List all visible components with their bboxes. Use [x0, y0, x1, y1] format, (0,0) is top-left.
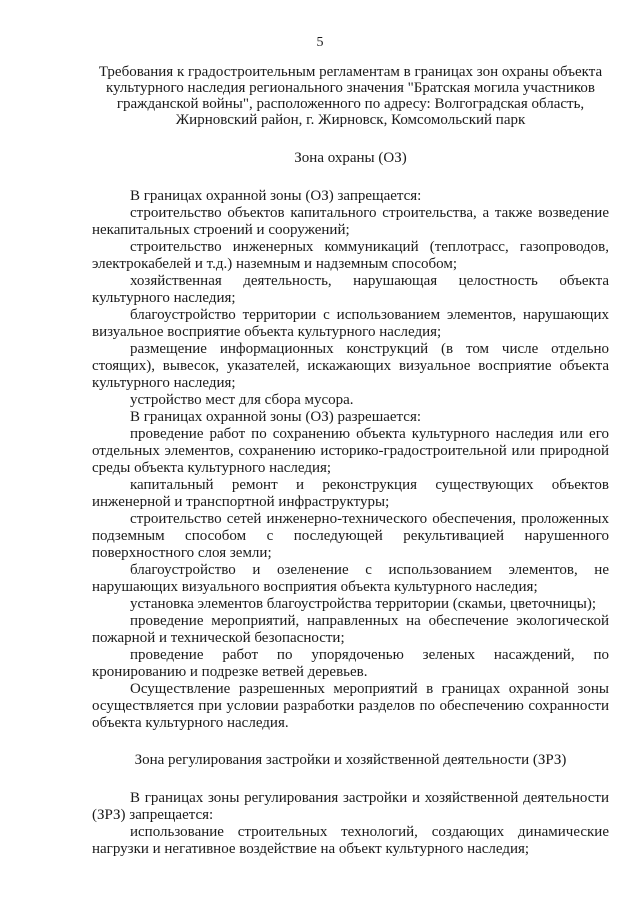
- zrz-prohibited-intro: В границах зоны регулирования застройки и хозяйственной деятельности (ЗРЗ) запрещается:: [92, 790, 609, 823]
- page-number: 5: [316, 35, 324, 50]
- oz-permitted-intro: В границах охранной зоны (ОЗ) разрешается:: [130, 409, 422, 425]
- list-item: благоустройство территории с использованием элементов, нарушающих визуальное восприятие объекта культурного наследия;: [92, 307, 609, 340]
- list-item: капитальный ремонт и реконструкция существующих объектов инженерной и транспортной инфраструктуры;: [92, 477, 609, 510]
- oz-prohibited-intro: В границах охранной зоны (ОЗ) запрещается:: [130, 188, 422, 204]
- list-item: использование строительных технологий, создающих динамические нагрузки и негативное воздействие на объект культурного наследия;: [92, 824, 609, 857]
- oz-permitted-list: [92, 426, 609, 681]
- list-item: проведение работ по упорядоченью зеленых насаждений, по кронированию и подрезке ветвей деревьев.: [92, 647, 609, 680]
- list-item: благоустройство и озеленение с использованием элементов, не нарушающих визуального восприятия объекта культурного наследия;: [92, 562, 609, 595]
- oz-closing-paragraph: Осуществление разрешенных мероприятий в границах охранной зоны осуществляется при условии разработки разделов по обеспечению сохранности объекта культурного наследия.: [92, 681, 609, 731]
- list-item: проведение работ по сохранению объекта культурного наследия или его отдельных элементов, сохранению историко-градостроительной или природной среды объекта культурного наследия;: [92, 426, 609, 476]
- list-item: установка элементов благоустройства территории (скамьи, цветочницы);: [130, 596, 596, 612]
- document-title: Требования к градостроительным регламентам в границах зон охраны объекта культурного наследия регионального значения "Братская могила участников гражданской войны", расположенного по адресу: Волгоградская область, Жирновский район, г. Жирновск, Комсомольский парк: [98, 64, 603, 128]
- list-item: устройство мест для сбора мусора.: [130, 392, 354, 408]
- section-heading-oz: Зона охраны (ОЗ): [294, 150, 407, 166]
- oz-prohibited-list: [92, 205, 609, 409]
- list-item: проведение мероприятий, направленных на обеспечение экологической пожарной и технической безопасности;: [92, 613, 609, 646]
- section-oz: [92, 188, 609, 732]
- document-body: [92, 64, 609, 858]
- list-item: строительство объектов капитального строительства, а также возведение некапитальных строений и сооружений;: [92, 205, 609, 238]
- list-item: строительство сетей инженерно-технического обеспечения, проложенных подземным способом с последующей рекультивацией нарушенного поверхностного слоя земли;: [92, 511, 609, 561]
- list-item: строительство инженерных коммуникаций (теплотрасс, газопроводов, электрокабелей и т.д.) наземным и надземным способом;: [92, 239, 609, 272]
- list-item: хозяйственная деятельность, нарушающая целостность объекта культурного наследия;: [92, 273, 609, 306]
- section-zrz: [92, 790, 609, 858]
- zrz-prohibited-list: [92, 824, 609, 858]
- list-item: размещение информационных конструкций (в том числе отдельно стоящих), вывесок, указателей, искажающих визуальное восприятие объекта культурного наследия;: [92, 341, 609, 391]
- section-heading-zrz: Зона регулирования застройки и хозяйственной деятельности (ЗРЗ): [134, 752, 567, 768]
